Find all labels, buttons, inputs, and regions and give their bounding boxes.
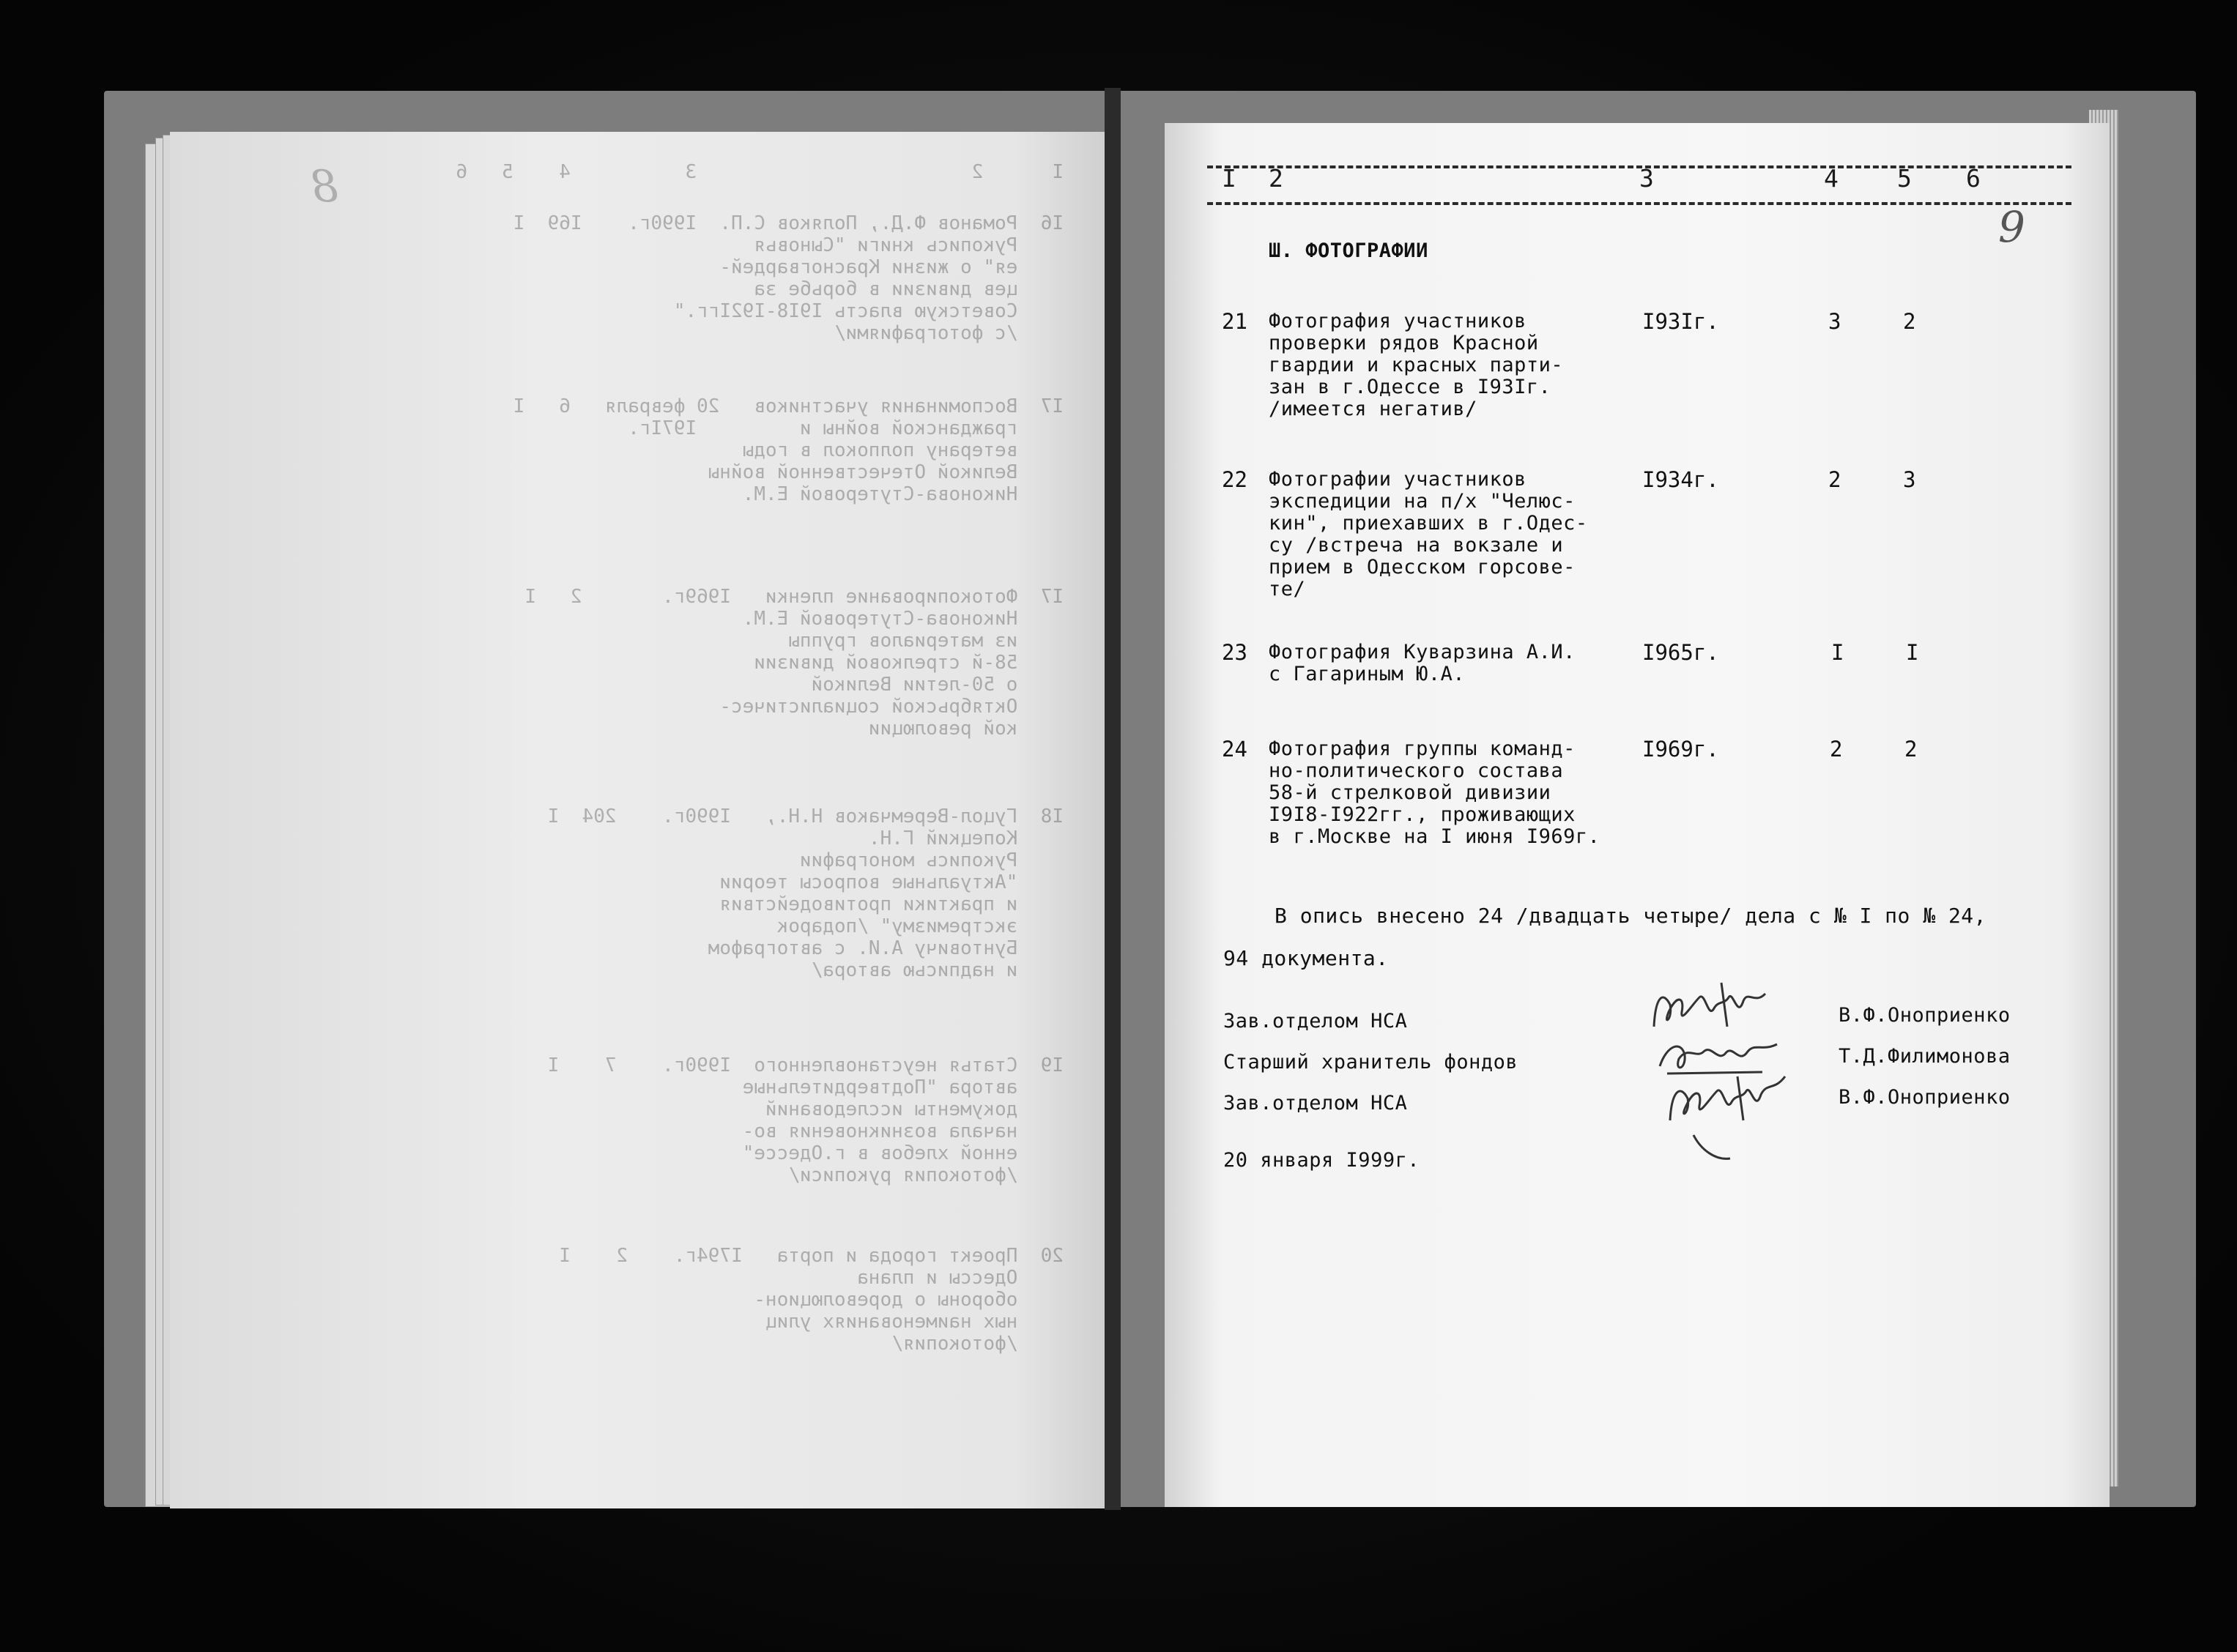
entry-title: Фотография Куварзина А.И. с Гагариным Ю.А. xyxy=(1269,641,1576,685)
section-title: Ш. ФОТОГРАФИИ xyxy=(1269,239,1428,262)
page-number: 9 xyxy=(1998,202,2025,252)
column-number-4: 4 xyxy=(1824,164,1839,193)
left-page xyxy=(170,132,1108,1508)
signatory-name: В.Ф.Оноприенко xyxy=(1839,1086,2011,1109)
entry-title: Фотография участников проверки рядов Красной гвардии и красных парти- зан в г.Одессе в I93Iг. /имеется негатив/ xyxy=(1269,310,1564,420)
entry-col4: 2 xyxy=(1830,737,1843,762)
entry-number: 23 xyxy=(1222,640,1247,665)
entry-col5: 2 xyxy=(1904,737,1918,762)
signatory-position: Зав.отделом НСА xyxy=(1223,1092,1408,1115)
table-header-rule xyxy=(1207,202,2071,205)
column-number-2: 2 xyxy=(1269,164,1283,193)
entry-date: I969г. xyxy=(1642,737,1719,762)
entry-number: 21 xyxy=(1222,309,1247,334)
entry-date: I934г. xyxy=(1642,467,1719,492)
entry-number: 22 xyxy=(1222,467,1247,492)
signatory-position: Зав.отделом НСА xyxy=(1223,1010,1408,1032)
handwritten-signature xyxy=(1664,1062,1803,1164)
entry-col5: 3 xyxy=(1903,467,1916,492)
column-number-3: 3 xyxy=(1639,164,1654,193)
entry-number: 24 xyxy=(1222,737,1247,762)
entry-col4: 2 xyxy=(1828,467,1841,492)
book-spine xyxy=(1105,88,1121,1510)
signatory-name: В.Ф.Оноприенко xyxy=(1839,1004,2011,1027)
document-date: 20 января I999г. xyxy=(1223,1149,1420,1172)
entry-col5: I xyxy=(1906,640,1919,665)
entry-title: Фотография группы команд- но-политического состава 58-й стрелковой дивизии I9I8-I922гг., проживающих в г.Москве на I июня I969г. xyxy=(1269,737,1600,848)
column-number-6: 6 xyxy=(1966,164,1981,193)
summary-line: В опись внесено 24 /двадцать четыре/ дела с № I по № 24, xyxy=(1275,904,1987,928)
column-number-5: 5 xyxy=(1897,164,1912,193)
bleed-through-text: 8 I 2 3 4 5 6 I6 Романов Ф.Д., Поляков С.П. I990г. I69 I Рукопись книги "Сыновья ея" о жизни Красногвардей- цев дивизии в борьбе за Советскую власть I9I8-I92Iгг." /с фотографиями/ I7 Воспоминания участников 20 февраля 6 I гражданской войны и I97Iг. ветерану полпокол в годы Великой Отечественной войны Никонова-Стутеровой Е.М. I7 Фотокопирование пленки I969г. 2 I Никонова-Стутеровой Е.М. из материалов группы 58-й стрелковой дивизии о 50-летии Великой Октябрьской социалистичес- кой революции I8 Гуцол-Веремчаков Н.Н., I990г. 204 I Копецкий Г.Н. Рукопись монографии "Актуальные вопросы теории и практики противодействия экстремизму" /подарок Бунтовичу А.И. с автографом и надписью автора/ I9 Статья неустановленного I990г. 7 I автора "Подтвердительные документы исследований начала возникновения во- енной хлебов в г.Одессе" /фотокопия рукописи/ 20 Проект города и порта I794г. 2 I Одессы и плана обороны о дореволюцион- ных наименованиях улиц /фотокопия/ xyxy=(310,161,1064,1355)
column-number-1: I xyxy=(1222,164,1236,193)
signatory-name: Т.Д.Филимонова xyxy=(1839,1045,2011,1068)
entry-col4: 3 xyxy=(1828,309,1841,334)
entry-date: I965г. xyxy=(1642,640,1719,665)
entry-col4: I xyxy=(1831,640,1844,665)
entry-date: I93Iг. xyxy=(1642,309,1719,334)
entry-title: Фотографии участников экспедиции на п/х "Челюс- кин", приехавших в г.Одес- су /встреча на вокзале и прием в Одесском горсове- те/ xyxy=(1269,468,1588,600)
summary-count: 94 документа. xyxy=(1223,946,1389,970)
document-page xyxy=(1165,123,2110,1507)
entry-col5: 2 xyxy=(1903,309,1916,334)
signatory-position: Старший хранитель фондов xyxy=(1223,1051,1518,1074)
